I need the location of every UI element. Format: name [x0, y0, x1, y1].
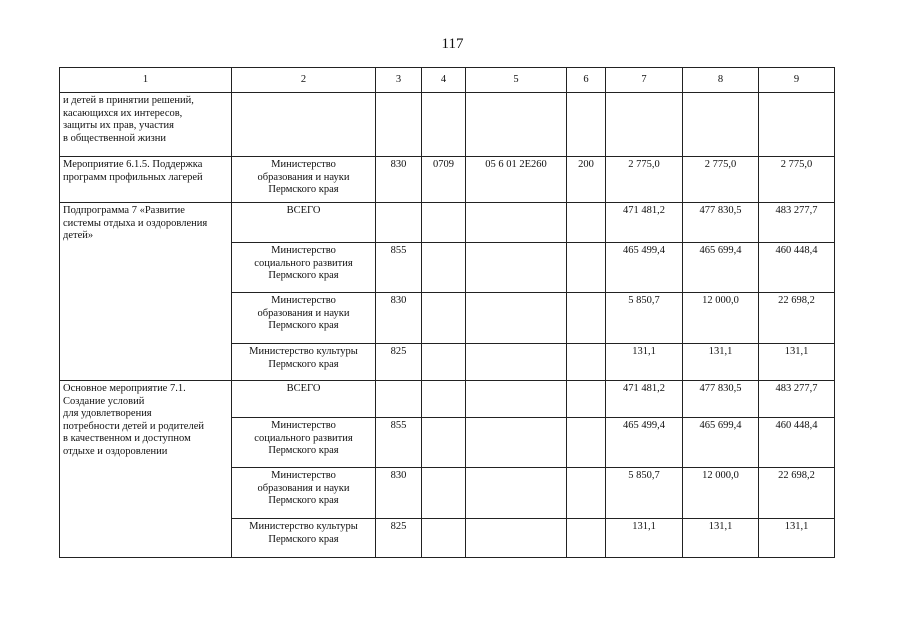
grbs-code: 855: [376, 243, 422, 293]
grbs-code: [376, 203, 422, 243]
table-row-6-1-5: [60, 157, 835, 203]
header-cell: 1: [60, 68, 232, 93]
amount-year3: 460 448,4: [759, 243, 835, 293]
csr-code: 05 6 01 2Е260: [466, 157, 567, 203]
amount-year1: 131,1: [606, 344, 683, 381]
amount-year3: 131,1: [759, 519, 835, 558]
grbs-code: 830: [376, 293, 422, 344]
row-name: Подпрограмма 7 «Развитие системы отдыха и оздоровления детей»: [63, 205, 208, 241]
header-cell: 6: [567, 68, 606, 93]
amount-year2: 12 000,0: [683, 468, 759, 519]
grbs-code: [376, 381, 422, 418]
grbs-code: 830: [376, 468, 422, 519]
amount-year1: 465 499,4: [606, 243, 683, 293]
budget-table: [59, 67, 835, 558]
header-row: [60, 68, 835, 93]
amount-year1: 2 775,0: [606, 157, 683, 203]
amount-year1: 5 850,7: [606, 468, 683, 519]
header-cell: 9: [759, 68, 835, 93]
header-cell: 5: [466, 68, 567, 93]
amount-year1: 471 481,2: [606, 203, 683, 243]
rzpr-code: 0709: [422, 157, 466, 203]
header-cell: 7: [606, 68, 683, 93]
amount-year3: 22 698,2: [759, 293, 835, 344]
amount-year1: 5 850,7: [606, 293, 683, 344]
grbs-code: 830: [376, 157, 422, 203]
amount-year2: 131,1: [683, 344, 759, 381]
table-row: [60, 381, 835, 418]
header-cell: 3: [376, 68, 422, 93]
amount-year2: 2 775,0: [683, 157, 759, 203]
responsible-org: Министерство социального развития Пермского края: [254, 420, 353, 456]
amount-year3: 483 277,7: [759, 381, 835, 418]
amount-year2: 465 699,4: [683, 243, 759, 293]
amount-year1: 131,1: [606, 519, 683, 558]
amount-year2: 12 000,0: [683, 293, 759, 344]
table-row-continuation: [60, 93, 835, 157]
table-row: [60, 203, 835, 243]
amount-year2: 477 830,5: [683, 203, 759, 243]
amount-year3: 483 277,7: [759, 203, 835, 243]
header-cell: 2: [232, 68, 376, 93]
responsible-org: Министерство культуры Пермского края: [249, 346, 358, 370]
row-name: Мероприятие 6.1.5. Поддержка программ профильных лагерей: [63, 159, 203, 183]
responsible-org: ВСЕГО: [286, 205, 321, 216]
amount-year3: 131,1: [759, 344, 835, 381]
grbs-code: 825: [376, 519, 422, 558]
responsible-org: Министерство социального развития Пермского края: [254, 245, 353, 281]
responsible-org: Министерство образования и науки Пермского края: [257, 295, 350, 331]
amount-year2: 477 830,5: [683, 381, 759, 418]
header-cell: 8: [683, 68, 759, 93]
responsible-org: ВСЕГО: [286, 383, 321, 394]
responsible-org: Министерство образования и науки Пермского края: [257, 159, 350, 195]
responsible-org: Министерство культуры Пермского края: [249, 521, 358, 545]
responsible-org: Министерство образования и науки Пермского края: [257, 470, 350, 506]
amount-year3: 460 448,4: [759, 418, 835, 468]
header-cell: 4: [422, 68, 466, 93]
amount-year2: 465 699,4: [683, 418, 759, 468]
page-number: 117: [441, 36, 464, 52]
row-name: Основное мероприятие 7.1. Создание условий для удовлетворения потребности детей и родителей в качественном и доступном отдыхе и оздоровлении: [63, 383, 204, 457]
amount-year1: 471 481,2: [606, 381, 683, 418]
amount-year3: 22 698,2: [759, 468, 835, 519]
amount-year3: 2 775,0: [759, 157, 835, 203]
amount-year1: 465 499,4: [606, 418, 683, 468]
grbs-code: 825: [376, 344, 422, 381]
amount-year2: 131,1: [683, 519, 759, 558]
row-name: и детей в принятии решений, касающихся их интересов, защиты их прав, участия в общественной жизни: [63, 95, 194, 144]
vr-code: 200: [567, 157, 606, 203]
grbs-code: 855: [376, 418, 422, 468]
